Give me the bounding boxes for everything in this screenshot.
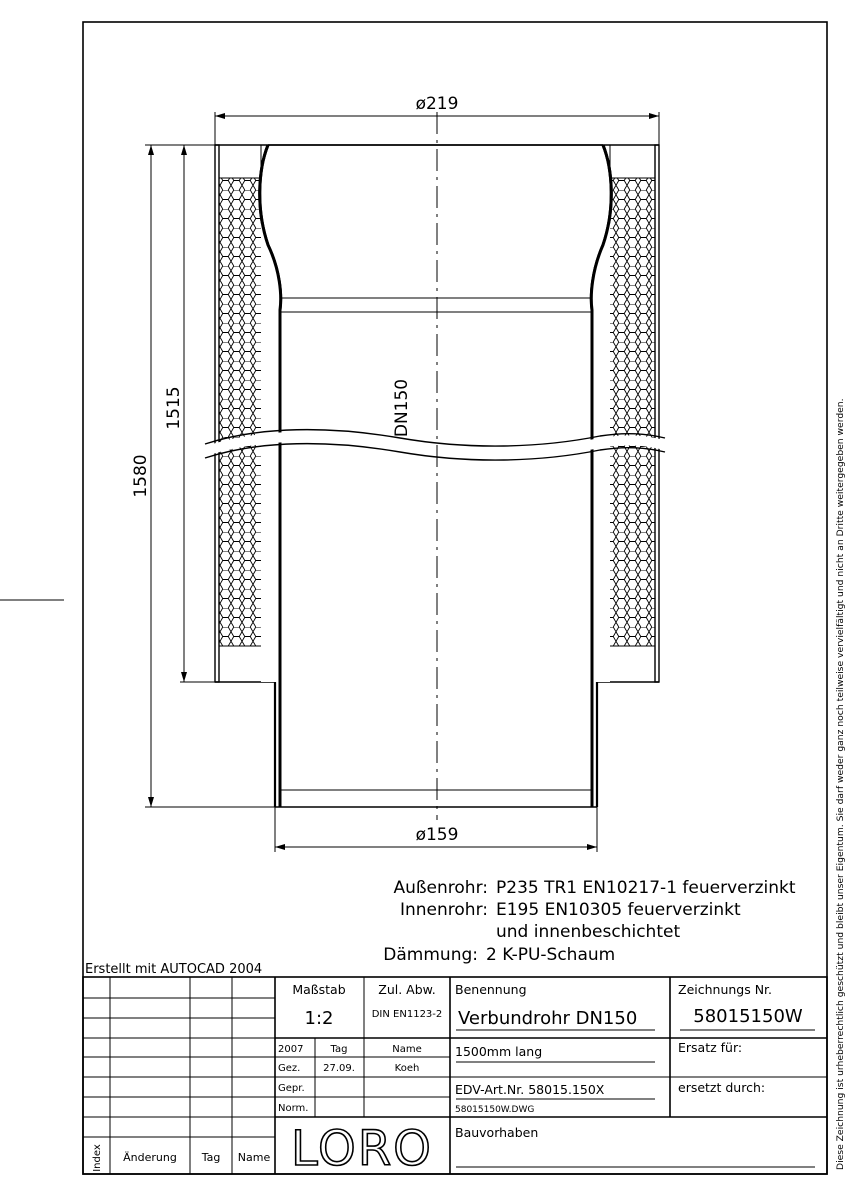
replaced-by-label: ersetzt durch: [678, 1080, 766, 1095]
dwg-file: 58015150W.DWG [455, 1105, 535, 1115]
scale-value: 1:2 [304, 1008, 334, 1029]
insulation-right [610, 178, 656, 646]
checked-label: Gepr. [278, 1083, 305, 1094]
insulation-label: Dämmung: [383, 945, 478, 965]
inner-pipe-value: E195 EN10305 feuerverzinkt [496, 900, 741, 920]
drawn-label: Gez. [278, 1063, 301, 1074]
dim-inner-diameter: ø159 [415, 825, 459, 845]
end-cap-top-right [610, 145, 656, 178]
dim-outer-diameter: ø219 [415, 94, 459, 114]
loro-logo [291, 1121, 433, 1177]
designation-label: Benennung [455, 982, 527, 997]
outer-pipe-label: Außenrohr: [393, 878, 488, 898]
insulation-left [218, 178, 261, 646]
drawn-day: 27.09. [323, 1063, 355, 1074]
pipe-drawing [205, 112, 665, 820]
inner-pipe-value-2: und innenbeschichtet [496, 922, 681, 942]
title-block [83, 977, 827, 1177]
outer-pipe-value: P235 TR1 EN10217-1 feuerverzinkt [496, 878, 796, 898]
drawing-no-label: Zeichnungs Nr. [678, 982, 773, 997]
drawing-no-value: 58015150W [693, 1006, 803, 1027]
inner-pipe-label: Innenrohr: [399, 900, 488, 920]
outer-wall-left [215, 145, 219, 682]
index-label: Index [92, 1144, 103, 1172]
dim-nominal: DN150 [392, 378, 412, 438]
created-with-note: Erstellt mit AUTOCAD 2004 [85, 962, 263, 977]
day-label: Tag [330, 1044, 348, 1055]
norm-label: Norm. [278, 1103, 309, 1114]
drawn-name: Koeh [394, 1063, 420, 1074]
change-label: Änderung [123, 1151, 177, 1164]
replacement-for-label: Ersatz für: [678, 1040, 743, 1055]
dimensions [131, 94, 659, 852]
name-label: Name [392, 1044, 422, 1055]
outer-wall-right [655, 145, 659, 682]
svg-text:LORO: LORO [291, 1121, 433, 1177]
edv-number: EDV-Art.Nr. 58015.150X [455, 1082, 605, 1097]
end-cap-top-left [218, 145, 261, 178]
tolerance-value: DIN EN1123-2 [371, 1009, 443, 1020]
dim-total-length: 1580 [131, 454, 151, 498]
insulation-value: 2 K-PU-Schaum [486, 945, 616, 965]
change-day-label: Tag [201, 1151, 221, 1164]
length-text: 1500mm lang [455, 1044, 543, 1059]
change-name-label: Name [237, 1151, 271, 1164]
tolerance-label: Zul. Abw. [378, 982, 436, 997]
dim-outer-length: 1515 [164, 386, 184, 430]
sheet-frame [83, 22, 827, 1174]
material-notes [383, 878, 796, 965]
designation-value: Verbundrohr DN150 [458, 1008, 638, 1029]
project-label: Bauvorhaben [455, 1125, 539, 1140]
year: 2007 [278, 1044, 304, 1055]
copyright-note: Diese Zeichnung ist urheberrechtlich geschützt und bleibt unser Eigentum. Sie darf weder ganz noch teilweise vervielfältigt und nicht an Dritte weitergegeben werden. [835, 398, 846, 1170]
scale-label: Maßstab [292, 982, 346, 997]
